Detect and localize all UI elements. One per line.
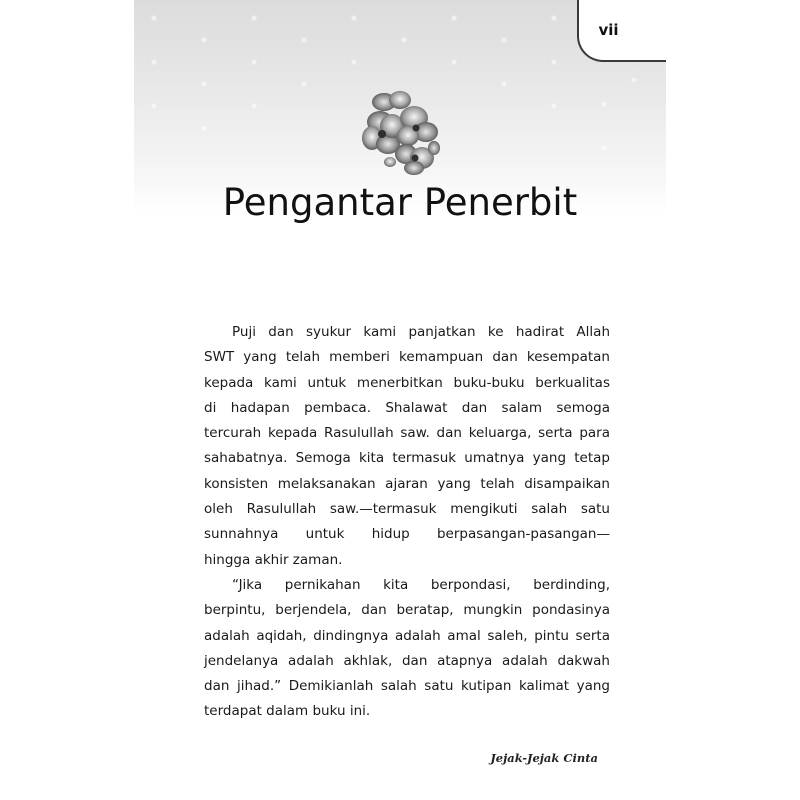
text-line: jendelanya adalah akhlak, dan atapnya adalah dakwah <box>204 652 610 669</box>
text-line: hingga akhir zaman. <box>204 551 343 568</box>
text-line: terdapat dalam buku ini. <box>204 703 371 720</box>
body-text <box>204 320 610 725</box>
text-line: tercurah kepada Rasulullah saw. dan keluarga, serta para <box>204 425 610 442</box>
text-line: di hadapan pembaca. Shalawat dan salam semoga <box>204 399 610 416</box>
text-line: konsisten melaksanakan ajaran yang telah disampaikan <box>204 475 610 492</box>
page-title: Pengantar Penerbit <box>222 181 578 224</box>
text-line: dan jihad.” Demikianlah salah satu kutipan kalimat yang <box>204 678 610 695</box>
page-number-tab <box>577 0 666 62</box>
text-line: Puji dan syukur kami panjatkan ke hadirat Allah <box>232 324 610 340</box>
flower-icon <box>362 88 442 176</box>
text-line: “Jika pernikahan kita berpondasi, berdinding, <box>232 576 610 593</box>
book-title-footer: Jejak-Jejak Cinta <box>490 751 598 765</box>
text-line: SWT yang telah memberi kemampuan dan kesempatan <box>204 349 610 366</box>
text-line: oleh Rasulullah saw.—termasuk mengikuti salah satu <box>204 501 610 518</box>
text-line: sunnahnya untuk hidup berpasangan-pasangan— <box>204 526 610 543</box>
text-line: berpintu, berjendela, dan beratap, mungkin pondasinya <box>204 602 610 619</box>
page-number: vii <box>598 21 619 39</box>
text-line: sahabatnya. Semoga kita termasuk umatnya yang tetap <box>204 450 610 467</box>
book-page <box>134 0 666 800</box>
text-line: kepada kami untuk menerbitkan buku-buku berkualitas <box>204 374 610 391</box>
text-line: adalah aqidah, dindingnya adalah amal saleh, pintu serta <box>204 627 610 644</box>
header-band <box>134 0 666 224</box>
